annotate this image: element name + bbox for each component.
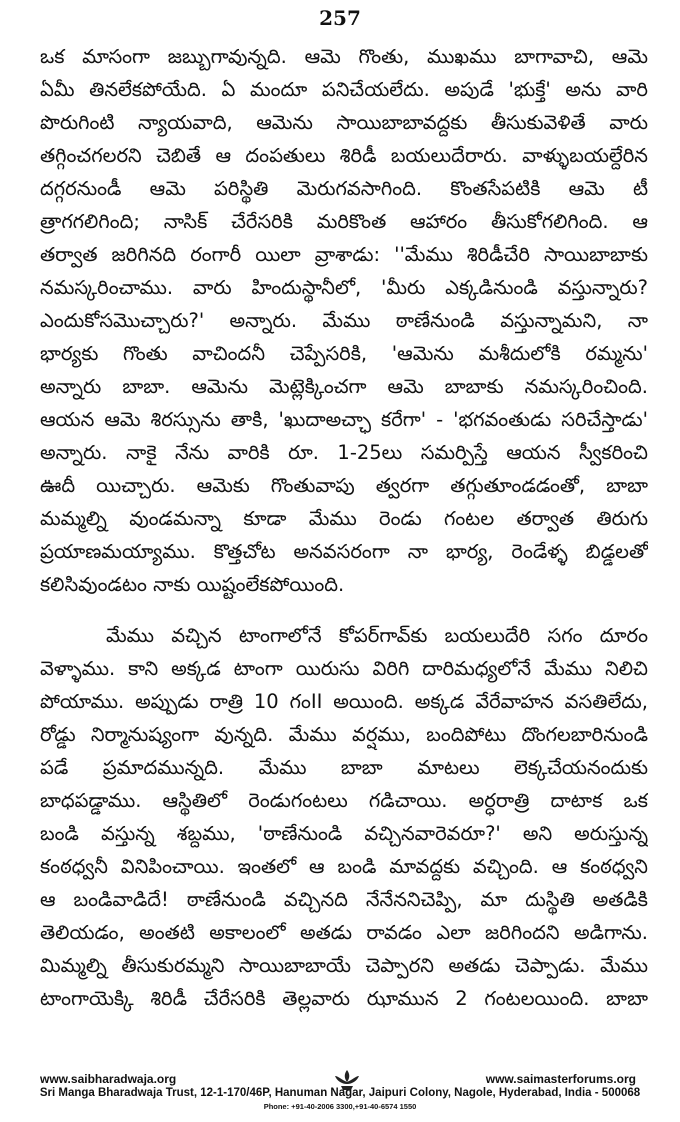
paragraph: [40, 40, 648, 601]
text-line: భార్యకు గొంతు వాచిందనీ చెప్పేసరికి, 'ఆమెను మశీదులోకి రమ్మను': [40, 342, 648, 365]
body-text: [40, 40, 648, 1015]
text-line: దగ్గరనుండీ ఆమె పరిస్థితి మెరుగవసాగింది. కొంతసేపటికి ఆమె టీ: [40, 177, 648, 200]
text-line: పోయాము. అప్పుడు రాత్రి 10 గంII అయింది. అక్కడ వేరేవాహన వసతిలేదు,: [40, 690, 648, 713]
footer-phone: Phone: +91-40-2006 3300,+91-40-6574 1550: [263, 1102, 417, 1111]
page-number: 257: [319, 6, 361, 30]
text-line: తగ్గించగలరని చెబితే ఆ దంపతులు శిరిడీ బయలుదేరారు. వాళ్ళుబయల్దేరిన: [40, 144, 648, 167]
text-line: తర్వాత జరిగినది రంగారీ యిలా వ్రాశాడు: ''మేము శిరిడీచేరి సాయిబాబాకు: [40, 243, 648, 266]
text-line: ఆయన ఆమె శిరస్సును తాకి, 'ఖుదాఅచ్ఛా కరేగా' - 'భగవంతుడు సరిచేస్తాడు': [40, 408, 648, 431]
text-line: అన్నారు. నాకై నేను వారికి రూ. 1-25లు సమర్పిస్తే ఆయన స్వీకరించి: [40, 441, 648, 464]
text-line: తెలియడం, అంతటి అకాలంలో అతడు రావడం ఎలా జరిగిందని అడిగాను.: [40, 921, 648, 944]
text-line: త్రాగగలిగింది; నాసిక్ చేరేసరికి మరికొంత ఆహారం తీసుకోగలిగింది. ఆ: [40, 210, 648, 233]
paragraph: [40, 619, 648, 1015]
text-line: బండి వస్తున్న శబ్దము, 'ఠాణేనుండి వచ్చినవారెవరూ?' అని అరుస్తున్న: [40, 822, 648, 845]
text-line: ప్రయాణమయ్యాము. కొత్తచోట అనవసరంగా నా భార్య, రెండేళ్ళ బిడ్డలతో: [40, 540, 648, 563]
text-line: కలిసివుండటం నాకు యిష్టంలేకపోయింది.: [40, 573, 345, 596]
text-line: రోడ్డు నిర్మానుష్యంగా వున్నది. మేము వర్షము, బందిపోటు దొంగలబారినుండి: [40, 723, 648, 746]
text-line: మిమ్మల్ని తీసుకురమ్మని సాయిబాబాయే చెప్పారని అతడు చెప్పాడు. మేము: [40, 954, 648, 977]
text-line: టాంగాయెక్కి శిరిడీ చేరేసరికి తెల్లవారు ఝామున 2 గంటలయింది. బాబా: [40, 987, 648, 1010]
text-line: ఒక మాసంగా జబ్బుగావున్నది. ఆమె గొంతు, ముఖము బాగావాచి, ఆమె: [40, 45, 648, 68]
text-line: ఆ బండివాడిదే! ఠాణేనుండి వచ్చినది నేనేననిచెప్పి, మా దుస్థితి అతడికి: [40, 888, 648, 911]
text-line: ఎందుకోసమొచ్చారు?' అన్నారు. మేము ఠాణేనుండి వస్తున్నామని, నా: [40, 309, 648, 332]
text-line: బాధపడ్డాము. ఆస్థితిలో రెండుగంటలు గడిచాయి. అర్ధరాత్రి దాటాక ఒక: [40, 789, 648, 812]
text-line: ఊదీ యిచ్చారు. ఆమెకు గొంతువాపు త్వరగా తగ్గుతూండడంతో, బాబా: [40, 474, 648, 497]
website-link-left[interactable]: www.saibharadwaja.org: [40, 1072, 177, 1086]
footer-address: Sri Manga Bharadwaja Trust, 12-1-170/46P, Hanuman Nagar, Jaipuri Colony, Nagole, Hyderabad, India - 500068: [39, 1087, 641, 1099]
text-line: మేము వచ్చిన టాంగాలోనే కోపర్‌గావ్‌కు బయలుదేరి సగం దూరం: [106, 624, 648, 647]
text-line: వెళ్ళాము. కాని అక్కడ టాంగా యిరుసు విరిగి దారిమధ్యలోనే మేము నిలిచి: [40, 657, 648, 680]
text-line: నమస్కరించాము. వారు హిందుస్థానీలో, 'మీరు ఎక్కడినుండి వస్తున్నారు?: [40, 276, 648, 299]
text-line: కంఠధ్వనీ వినిపించాయి. ఇంతలో ఆ బండి మావద్దకు వచ్చింది. ఆ కంఠధ్వని: [40, 855, 648, 878]
text-line: మమ్మల్ని వుండమన్నా కూడా మేము రెండు గంటల తర్వాత తిరుగు: [40, 507, 648, 530]
page-footer: [0, 1062, 680, 1122]
text-line: ఏమీ తినలేకపోయేది. ఏ మందూ పనిచేయలేదు. అపుడే 'భుక్తే' అను వారి: [40, 78, 648, 101]
text-line: పొరుగింటి న్యాయవాది, ఆమెను సాయిబాబావద్దకు తీసుకువెళితే వారు: [40, 111, 648, 134]
text-line: పడే ప్రమాదమున్నది. మేము బాబా మాటలు లెక్కచేయనందుకు: [40, 756, 648, 779]
website-link-right[interactable]: www.saimasterforums.org: [485, 1072, 636, 1086]
text-line: అన్నారు బాబా. ఆమెను మెట్లెక్కించగా ఆమె బాబాకు నమస్కరించింది.: [40, 375, 648, 398]
